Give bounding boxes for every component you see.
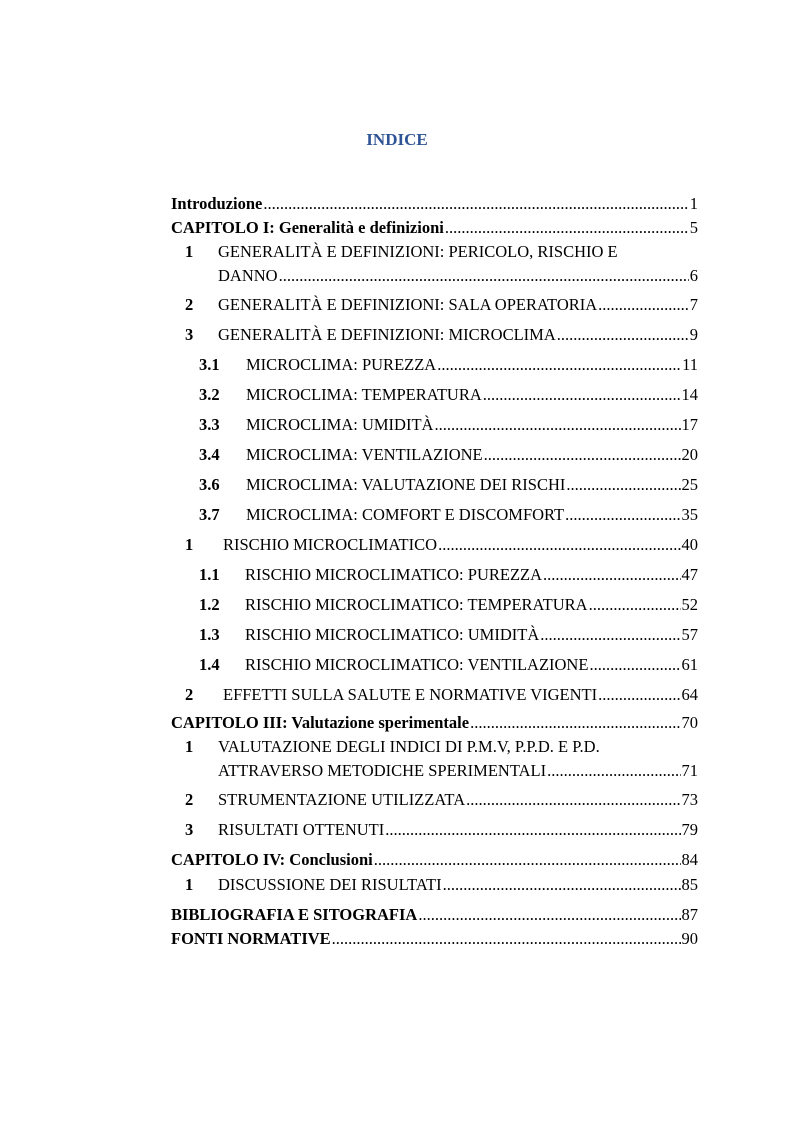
- toc-entry[interactable]: [171, 903, 698, 927]
- toc-entry-number: 1: [185, 535, 194, 554]
- toc-entry-label: RISCHIO MICROCLIMATICO: TEMPERATURA: [245, 595, 588, 614]
- toc-entry[interactable]: [171, 383, 698, 407]
- toc-leader-dots: [598, 683, 680, 707]
- toc-entry[interactable]: [171, 683, 698, 707]
- toc-entry-number: 3.6: [199, 475, 220, 494]
- toc-entry-page: 20: [681, 445, 698, 464]
- toc-entry-number: 3.7: [199, 505, 220, 524]
- toc-entry-number: 1: [185, 875, 194, 894]
- toc-entry-label: STRUMENTAZIONE UTILIZZATA: [218, 790, 466, 809]
- toc-entry-number: 1.3: [199, 625, 220, 644]
- toc-leader-dots: [540, 623, 680, 647]
- toc-entry-label: MICROCLIMA: VENTILAZIONE: [246, 445, 483, 464]
- toc-entry-page: 64: [681, 685, 698, 704]
- toc-entry-page: 35: [681, 505, 698, 524]
- toc-entry[interactable]: [171, 533, 698, 557]
- toc-entry[interactable]: [171, 413, 698, 437]
- toc-entry[interactable]: [171, 503, 698, 527]
- toc-leader-dots: [589, 653, 680, 677]
- toc-entry-number: 1: [185, 242, 194, 261]
- toc-entry[interactable]: [171, 293, 698, 317]
- toc-leader-dots: [565, 503, 680, 527]
- toc-entry-number: 1.4: [199, 655, 220, 674]
- toc-entry[interactable]: [171, 873, 698, 897]
- toc-entry-label: CAPITOLO IV: Conclusioni: [171, 850, 373, 869]
- toc-leader-dots: [263, 192, 688, 216]
- toc-entry-page: 40: [681, 535, 698, 554]
- toc-entry-page: 5: [689, 218, 698, 237]
- toc-entry-number: 3: [185, 820, 194, 839]
- toc-entry-label: MICROCLIMA: TEMPERATURA: [246, 385, 482, 404]
- toc-entry-page: 85: [681, 875, 698, 894]
- toc-entry-label: ATTRAVERSO METODICHE SPERIMENTALI: [218, 761, 547, 780]
- toc-entry-number: 2: [185, 790, 194, 809]
- toc-entry[interactable]: [171, 473, 698, 497]
- toc-leader-dots: [437, 353, 681, 377]
- toc-leader-dots: [443, 873, 681, 897]
- toc-entry-label-line1: VALUTAZIONE DEGLI INDICI DI P.M.V, P.P.D. E P.D.: [218, 737, 600, 756]
- toc-entry-page: 52: [681, 595, 698, 614]
- toc-entry-number: 3: [185, 325, 194, 344]
- toc-leader-dots: [483, 383, 681, 407]
- toc-entry-number: 3.1: [199, 355, 220, 374]
- toc-entry-number: 3.4: [199, 445, 220, 464]
- toc-entry-label: FONTI NORMATIVE: [171, 929, 331, 948]
- toc-entry-number: 1.2: [199, 595, 220, 614]
- toc-leader-dots: [470, 711, 680, 735]
- toc-entry-label: GENERALITÀ E DEFINIZIONI: SALA OPERATORIA: [218, 295, 598, 314]
- toc-entry-label-line1: GENERALITÀ E DEFINIZIONI: PERICOLO, RISCHIO E: [218, 242, 618, 261]
- toc-entry-label: RISULTATI OTTENUTI: [218, 820, 385, 839]
- toc-entry-page: 14: [681, 385, 698, 404]
- toc-entry[interactable]: [171, 216, 698, 240]
- toc-entry-label: BIBLIOGRAFIA E SITOGRAFIA: [171, 905, 418, 924]
- toc-entry-number: 1.1: [199, 565, 220, 584]
- toc-entry[interactable]: [171, 818, 698, 842]
- toc-leader-dots: [418, 903, 680, 927]
- page-title: INDICE: [366, 130, 428, 149]
- toc-entry-label: MICROCLIMA: UMIDITÀ: [246, 415, 434, 434]
- toc-entry-label: RISCHIO MICROCLIMATICO: VENTILAZIONE: [245, 655, 589, 674]
- toc-entry-page: 9: [689, 325, 698, 344]
- toc-entry[interactable]: [171, 711, 698, 735]
- toc-entry-page: 84: [681, 850, 698, 869]
- toc-leader-dots: [547, 759, 680, 783]
- toc-entry[interactable]: [171, 653, 698, 677]
- toc-entry[interactable]: [171, 192, 698, 216]
- toc-entry-page: 17: [681, 415, 698, 434]
- toc-leader-dots: [557, 323, 689, 347]
- toc-entry-page: 1: [689, 194, 698, 213]
- toc-entry-page: 87: [681, 905, 698, 924]
- toc-entry-page: 25: [681, 475, 698, 494]
- toc-entry[interactable]: [171, 788, 698, 812]
- toc-leader-dots: [374, 848, 681, 872]
- toc-entry-page: 47: [681, 565, 698, 584]
- toc-entry-label: Introduzione: [171, 194, 263, 213]
- toc-leader-dots: [279, 264, 689, 288]
- toc-entry-label: MICROCLIMA: PUREZZA: [246, 355, 437, 374]
- toc-entry-label: RISCHIO MICROCLIMATICO: [223, 535, 438, 554]
- toc-entry-label: MICROCLIMA: VALUTAZIONE DEI RISCHI: [246, 475, 566, 494]
- toc-leader-dots: [466, 788, 680, 812]
- toc-entry-page: 71: [681, 761, 698, 780]
- toc-leader-dots: [598, 293, 689, 317]
- toc-leader-dots: [385, 818, 680, 842]
- toc-entry-number: 3.3: [199, 415, 220, 434]
- toc-entry-number: 1: [185, 737, 194, 756]
- toc-entry-page: 79: [681, 820, 698, 839]
- toc-leader-dots: [434, 413, 680, 437]
- toc-entry-page: 6: [689, 266, 698, 285]
- toc-entry[interactable]: [171, 353, 698, 377]
- toc-leader-dots: [438, 533, 680, 557]
- toc-entry-number: 2: [185, 295, 194, 314]
- toc-entry-label: CAPITOLO III: Valutazione sperimentale: [171, 713, 470, 732]
- toc-entry[interactable]: [171, 735, 698, 783]
- toc-entry[interactable]: [171, 240, 698, 288]
- toc-entry-label: RISCHIO MICROCLIMATICO: PUREZZA: [245, 565, 543, 584]
- toc-entry[interactable]: [171, 927, 698, 951]
- toc-entry-label: GENERALITÀ E DEFINIZIONI: MICROCLIMA: [218, 325, 556, 344]
- toc-entry[interactable]: [171, 563, 698, 587]
- toc-leader-dots: [589, 593, 681, 617]
- toc-entry[interactable]: [171, 593, 698, 617]
- toc-entry-page: 57: [681, 625, 698, 644]
- toc-entry[interactable]: [171, 848, 698, 872]
- toc-entry-label: EFFETTI SULLA SALUTE E NORMATIVE VIGENTI: [223, 685, 598, 704]
- toc-entry-label: RISCHIO MICROCLIMATICO: UMIDITÀ: [245, 625, 540, 644]
- toc-entry-page: 7: [689, 295, 698, 314]
- toc-entry-label: CAPITOLO I: Generalità e definizioni: [171, 218, 444, 237]
- toc-entry-number: 2: [185, 685, 194, 704]
- toc-entry-page: 61: [681, 655, 698, 674]
- toc-entry-page: 11: [682, 355, 698, 374]
- toc-entry-label: MICROCLIMA: COMFORT E DISCOMFORT: [246, 505, 565, 524]
- toc-leader-dots: [332, 927, 681, 951]
- toc-leader-dots: [484, 443, 681, 467]
- toc-entry-label: DANNO: [218, 266, 278, 285]
- toc-entry-page: 70: [681, 713, 698, 732]
- toc-entry[interactable]: [171, 623, 698, 647]
- toc-leader-dots: [543, 563, 680, 587]
- toc-leader-dots: [445, 216, 689, 240]
- toc-entry-page: 90: [681, 929, 698, 948]
- toc-entry-page: 73: [681, 790, 698, 809]
- toc-entry[interactable]: [171, 443, 698, 467]
- toc-entry-label: DISCUSSIONE DEI RISULTATI: [218, 875, 442, 894]
- toc-entry-number: 3.2: [199, 385, 220, 404]
- toc-entry[interactable]: [171, 323, 698, 347]
- toc-leader-dots: [566, 473, 680, 497]
